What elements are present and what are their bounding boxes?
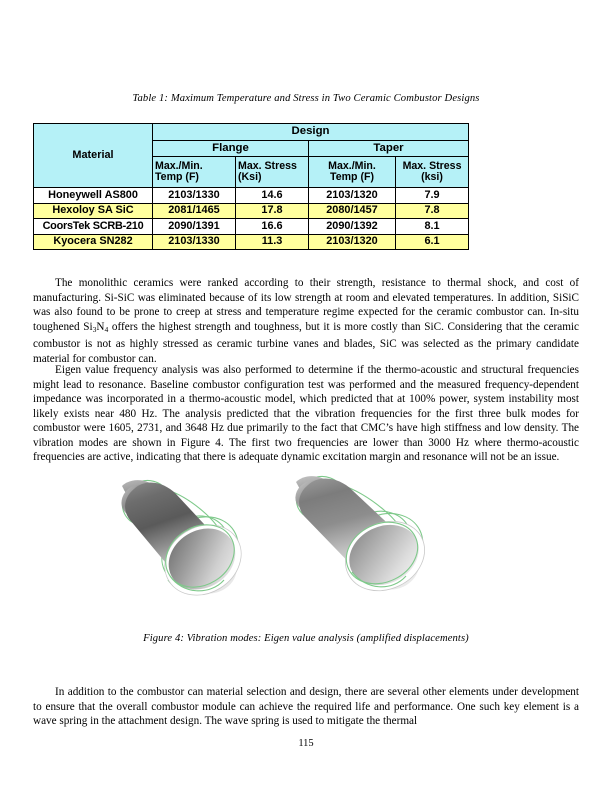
header-taper-stress-line1: Max. Stress bbox=[402, 160, 462, 173]
vibration-mode-right bbox=[290, 470, 436, 604]
table-caption: Table 1: Maximum Temperature and Stress in Two Ceramic Combustor Designs bbox=[132, 93, 480, 104]
cell-taper-stress: 6.1 bbox=[396, 234, 469, 250]
cell-taper-temp: 2090/1392 bbox=[309, 219, 396, 235]
body-paragraph-3: In addition to the combustor can material selection and design, there are several other elements under development to ensure that the overall combustor module can achieve the required life and performance. One such key element is a wave spring in the attachment design. The wave spring is used to mitigate the thermal bbox=[33, 686, 579, 728]
table-row bbox=[34, 219, 469, 235]
cell-material: CoorsTek SCRB-210 bbox=[34, 219, 153, 235]
header-taper-temp bbox=[309, 157, 396, 188]
table-row bbox=[34, 188, 469, 204]
paragraph-1-subscript-4: 4 bbox=[104, 324, 109, 334]
header-flange-temp-line1: Max./Min. bbox=[155, 160, 203, 173]
header-material: Material bbox=[34, 124, 153, 188]
cell-material: Kyocera SN282 bbox=[34, 234, 153, 250]
cell-flange-temp: 2103/1330 bbox=[153, 188, 236, 204]
cell-taper-temp: 2103/1320 bbox=[309, 234, 396, 250]
table-row bbox=[34, 234, 469, 250]
header-taper-temp-line2: Temp (F) bbox=[330, 171, 374, 183]
header-flange-temp-line2: Temp (F) bbox=[155, 171, 199, 183]
header-flange-stress-line2: (Ksi) bbox=[238, 171, 262, 183]
cell-taper-stress: 7.9 bbox=[396, 188, 469, 204]
header-group-taper: Taper bbox=[309, 141, 469, 157]
paragraph-1-text-mid: N bbox=[96, 320, 105, 333]
header-group-flange: Flange bbox=[153, 141, 309, 157]
table-header-row-design bbox=[34, 124, 469, 141]
cell-taper-temp: 2103/1320 bbox=[309, 188, 396, 204]
cell-material: Honeywell AS800 bbox=[34, 188, 153, 204]
paragraph-1-text-part-1: The monolithic ceramics were ranked according to their strength, resistance to thermal shock, and cost of manufacturing. Si-SiC was eliminated because of its low strength at room and elevated temperatures. In addition, SiSiC was also found to be prone to creep at stress and temperature regime expected for the ceramic combustor can. In-situ toughened Si bbox=[33, 277, 579, 333]
maximum-temperature-stress-table bbox=[33, 123, 469, 250]
header-taper-stress bbox=[396, 157, 469, 188]
figure-4-vibration-modes bbox=[120, 468, 500, 628]
cell-flange-stress: 16.6 bbox=[236, 219, 309, 235]
cell-flange-temp: 2090/1391 bbox=[153, 219, 236, 235]
cell-flange-temp: 2081/1465 bbox=[153, 203, 236, 219]
cell-taper-temp: 2080/1457 bbox=[309, 203, 396, 219]
paragraph-1-text-part-2: offers the highest strength and toughness, but it is more costly than SiC. Considering that the ceramic combustor is not as highly stressed as ceramic turbine vanes and blades, SiC was selected as the primary candidate material for combustor can. bbox=[33, 320, 580, 365]
cell-taper-stress: 7.8 bbox=[396, 203, 469, 219]
header-flange-stress-line1: Max. Stress bbox=[238, 160, 297, 173]
header-taper-temp-line1: Max./Min. bbox=[328, 160, 376, 173]
figure-caption: Figure 4: Vibration modes: Eigen value analysis (amplified displacements) bbox=[143, 633, 469, 644]
header-taper-stress-line2: (ksi) bbox=[421, 171, 443, 183]
body-paragraph-2: Eigen value frequency analysis was also performed to determine if the thermo-acoustic and structural frequencies might lead to resonance. Baseline combustor configuration test was performed and the measured frequency-dependent impedance was incorporated in a thermo-acoustic model, which predicted that at 100% power, system instability most likely exists near 480 Hz. The analysis predicted that the vibration frequencies for the first three bulk modes for combustor were 1605, 2731, and 3648 Hz due primarily to the fact that CMC’s have high stiffness and low density. The vibration modes are shown in Figure 4. The first two frequencies are lower than 3000 Hz where thermo-acoustic frequencies are active, indicating that there is adequate dynamic excitation margin and resonance will not be an issue. bbox=[33, 364, 579, 464]
paragraph-1-subscript-3: 3 bbox=[92, 324, 97, 334]
page-number: 115 bbox=[298, 738, 314, 749]
header-flange-stress bbox=[236, 157, 309, 188]
table-1-container bbox=[33, 123, 468, 250]
cell-flange-stress: 11.3 bbox=[236, 234, 309, 250]
cell-taper-stress: 8.1 bbox=[396, 219, 469, 235]
vibration-mode-left bbox=[120, 472, 254, 609]
body-paragraph-1 bbox=[33, 276, 579, 366]
table-row bbox=[34, 203, 469, 219]
cell-flange-stress: 17.8 bbox=[236, 203, 309, 219]
cell-flange-stress: 14.6 bbox=[236, 188, 309, 204]
cell-material: Hexoloy SA SiC bbox=[34, 203, 153, 219]
cell-flange-temp: 2103/1330 bbox=[153, 234, 236, 250]
header-flange-temp bbox=[153, 157, 236, 188]
header-design: Design bbox=[153, 124, 469, 141]
